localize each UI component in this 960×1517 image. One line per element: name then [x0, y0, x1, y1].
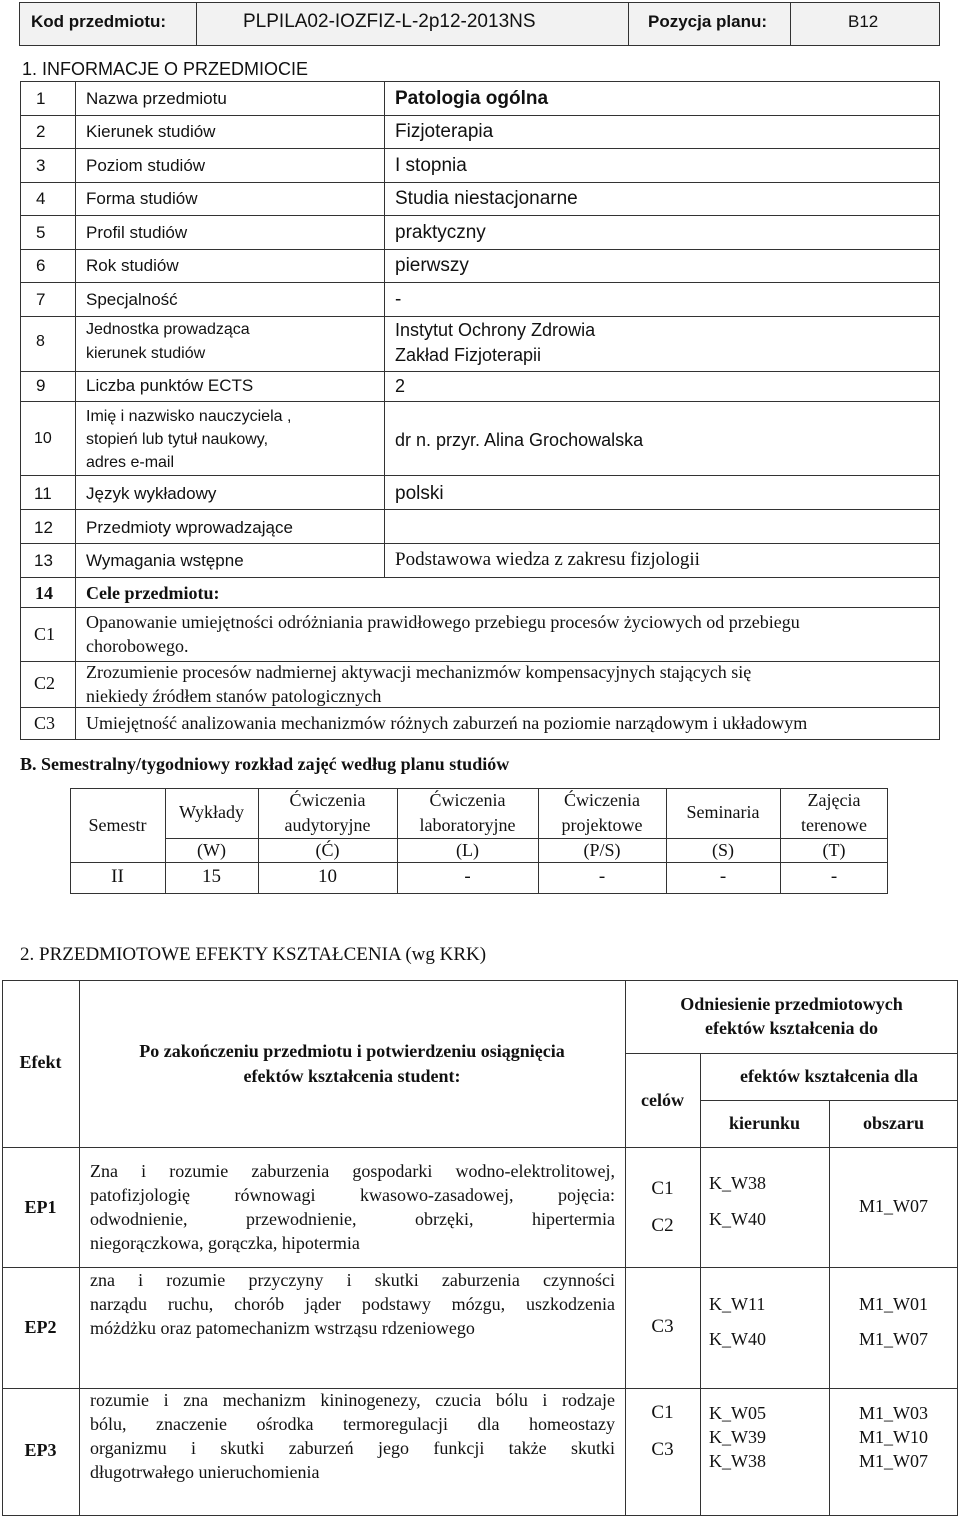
schedule-cell: - [719, 866, 727, 887]
info-label: Poziom studiów [86, 156, 206, 175]
effect-desc-line: zna i rozumie przyczyny i skutki zaburzenia czynności [90, 1270, 615, 1290]
info-num: 3 [36, 156, 46, 175]
info-label: Specjalność [86, 290, 178, 309]
goals-num: 14 [35, 583, 53, 603]
effect-code: EP1 [24, 1197, 57, 1217]
effect-code: EP2 [24, 1317, 57, 1337]
info-num: 11 [34, 484, 52, 503]
info-label: Wymagania wstępne [86, 551, 244, 570]
effect-kierunek: K_W38 [709, 1451, 766, 1471]
info-label: Nazwa przedmiotu [86, 89, 227, 108]
info-num: 10 [34, 430, 52, 447]
effect-obszar: M1_W07 [859, 1329, 928, 1349]
schedule-cell: - [464, 866, 471, 887]
info-num: 9 [36, 376, 46, 395]
schedule-cell: 15 [202, 866, 221, 887]
course-code-label: Kod przedmiotu: [31, 12, 167, 31]
effect-desc-line: patofizjologię równowagi kwasowo-zasadowej, pojęcia: [90, 1185, 615, 1205]
effects-col-ref: efektów kształcenia do [705, 1018, 878, 1038]
effect-desc-line: narządu ruchu, chorób jąder podstawy mózgu, uszkodzenia [90, 1294, 615, 1314]
info-label: adres e-mail [86, 454, 175, 471]
effect-desc-line: bólu, znaczenie ośrodka termoregulacji dla homeostazy [90, 1414, 615, 1434]
effect-desc-line: odwodnienie, przewodnienie, obrzęki, hipertermia [90, 1209, 615, 1229]
info-value: Podstawowa wiedza z zakresu fizjologii [395, 549, 700, 570]
effects-col-ref: Odniesienie przedmiotowych [680, 994, 903, 1014]
goal-text: Umiejętność analizowania mechanizmów różnych zaburzeń na poziomie narządowym i układowym [86, 713, 808, 733]
info-num: 2 [36, 122, 46, 141]
effect-kierunek: K_W11 [709, 1294, 766, 1314]
info-value: pierwszy [395, 255, 469, 276]
effect-desc-line: organizmu i skutki zaburzeń jego funkcji także skutki [90, 1438, 615, 1458]
course-name-value: Patologia ogólna [395, 88, 549, 109]
effect-kierunek: K_W38 [709, 1173, 766, 1193]
effect-obszar: M1_W03 [859, 1403, 928, 1423]
info-num: 6 [36, 256, 46, 275]
schedule-abbr: (W) [197, 840, 226, 860]
info-label: Rok studiów [86, 256, 179, 275]
effect-obszar: M1_W07 [859, 1451, 928, 1471]
effects-col-desc: Po zakończeniu przedmiotu i potwierdzeniu osiągnięcia [139, 1041, 565, 1061]
info-value: 2 [395, 376, 406, 396]
effect-desc-line: Zna i rozumie zaburzenia gospodarki wodno-elektrolitowej, [90, 1161, 615, 1181]
plan-position-value: B12 [848, 12, 879, 31]
effect-code: EP3 [24, 1440, 57, 1460]
effect-obszar: M1_W10 [859, 1427, 928, 1447]
info-label: Język wykładowy [86, 484, 217, 503]
schedule-abbr: (S) [712, 840, 734, 860]
info-value: - [395, 289, 402, 310]
info-value: Instytut Ochrony Zdrowia [395, 320, 596, 340]
schedule-col-header: audytoryjne [284, 815, 371, 835]
effect-desc-line: długotrwałego unieruchomienia [90, 1462, 320, 1482]
info-value: praktyczny [395, 222, 486, 243]
schedule-col-header: terenowe [801, 815, 867, 835]
info-value: polski [395, 483, 444, 504]
teacher-value: dr n. przyr. Alina Grochowalska [395, 430, 644, 450]
info-num: 5 [36, 223, 46, 242]
info-value: Fizjoterapia [395, 121, 494, 142]
effect-desc-line: móżdżku oraz patomechanizm wstrząsu rdzeniowego [90, 1318, 475, 1338]
effect-desc-line: rozumie i zna mechanizm kininogenezy, czucia bólu i rodzaje [90, 1390, 615, 1410]
info-label: Forma studiów [86, 189, 198, 208]
info-label: kierunek studiów [86, 345, 206, 362]
schedule-abbr: (L) [456, 840, 479, 860]
schedule-col-header: Wykłady [179, 802, 244, 822]
schedule-col-header: Ćwiczenia [429, 790, 506, 810]
schedule-col-header: Ćwiczenia [564, 790, 640, 810]
effect-goal: C1 [651, 1178, 674, 1199]
course-code-value: PLPILA02-IOZFIZ-L-2p12-2013NS [243, 11, 536, 32]
effect-goal: C3 [651, 1439, 674, 1460]
info-label: Jednostka prowadząca [86, 321, 250, 338]
effect-obszar: M1_W01 [859, 1294, 928, 1314]
goal-text: chorobowego. [86, 636, 189, 656]
effect-kierunek: K_W39 [709, 1427, 766, 1447]
info-num: 13 [34, 551, 53, 570]
effects-col-celow: celów [641, 1090, 684, 1110]
effects-col-desc: efektów kształcenia student: [243, 1066, 461, 1086]
effects-col-kierunku: kierunku [728, 1113, 801, 1133]
effect-obszar: M1_W07 [859, 1196, 928, 1216]
goal-text: niekiedy źródłem stanów patologicznych [86, 686, 382, 706]
effects-col-efekt: Efekt [19, 1052, 62, 1072]
info-value: Studia niestacjonarne [395, 188, 578, 209]
info-num: 12 [34, 518, 53, 537]
info-label: Profil studiów [86, 223, 188, 242]
info-label: Przedmioty wprowadzające [86, 518, 293, 537]
sectionB-title: B. Semestralny/tygodniowy rozkład zajęć według planu studiów [20, 754, 510, 774]
schedule-abbr: (Ć) [315, 840, 340, 860]
schedule-abbr: (T) [822, 840, 846, 860]
info-value: Zakład Fizjoterapii [395, 345, 542, 365]
goal-text: Zrozumienie procesów nadmiernej aktywacji mechanizmów kompensacyjnych stających się [86, 662, 752, 682]
info-label: Liczba punktów ECTS [86, 376, 254, 395]
section1-title: 1. INFORMACJE O PRZEDMIOCIE [22, 59, 309, 79]
plan-position-label: Pozycja planu: [648, 12, 768, 31]
effect-goal: C1 [651, 1402, 674, 1423]
goal-text: Opanowanie umiejętności odróżniania prawidłowego przebiegu procesów życiowych od przebiegu [86, 612, 800, 632]
effect-goal: C2 [651, 1215, 674, 1236]
info-label: Imię i nazwisko nauczyciela , [86, 408, 292, 425]
effects-col-obszaru: obszaru [862, 1113, 924, 1133]
semester-header: Semestr [88, 815, 147, 835]
info-num: 4 [36, 189, 46, 208]
effect-goal: C3 [651, 1316, 674, 1337]
info-value: I stopnia [395, 155, 467, 176]
schedule-cell: - [830, 866, 838, 887]
schedule-abbr: (P/S) [583, 840, 621, 860]
info-label: Kierunek studiów [86, 122, 216, 141]
schedule-col-header: Seminaria [686, 802, 760, 822]
goal-code: C2 [34, 673, 56, 693]
info-label: stopień lub tytuł naukowy, [86, 431, 269, 448]
effect-kierunek: K_W40 [709, 1329, 766, 1349]
info-num: 8 [36, 333, 45, 350]
goals-title: Cele przedmiotu: [86, 583, 220, 603]
section2-title: 2. PRZEDMIOTOWE EFEKTY KSZTAŁCENIA (wg KRK) [20, 944, 487, 965]
schedule-col-header: laboratoryjne [419, 815, 516, 835]
schedule-cell: 10 [318, 866, 337, 887]
schedule-cell: - [598, 866, 606, 887]
schedule-col-header: projektowe [561, 815, 643, 835]
effect-desc-line: niegorączkowa, gorączka, hipotermia [90, 1233, 360, 1253]
info-num: 7 [36, 290, 46, 309]
info-num: 1 [36, 89, 46, 108]
schedule-semester: II [111, 866, 124, 887]
schedule-col-header: Zajęcia [807, 790, 861, 810]
goal-code: C1 [34, 624, 56, 644]
effects-col-dla: efektów kształcenia dla [740, 1066, 918, 1086]
effect-kierunek: K_W40 [709, 1209, 766, 1229]
schedule-col-header: Ćwiczenia [289, 790, 366, 810]
effect-kierunek: K_W05 [709, 1403, 766, 1423]
goal-code: C3 [34, 713, 56, 733]
